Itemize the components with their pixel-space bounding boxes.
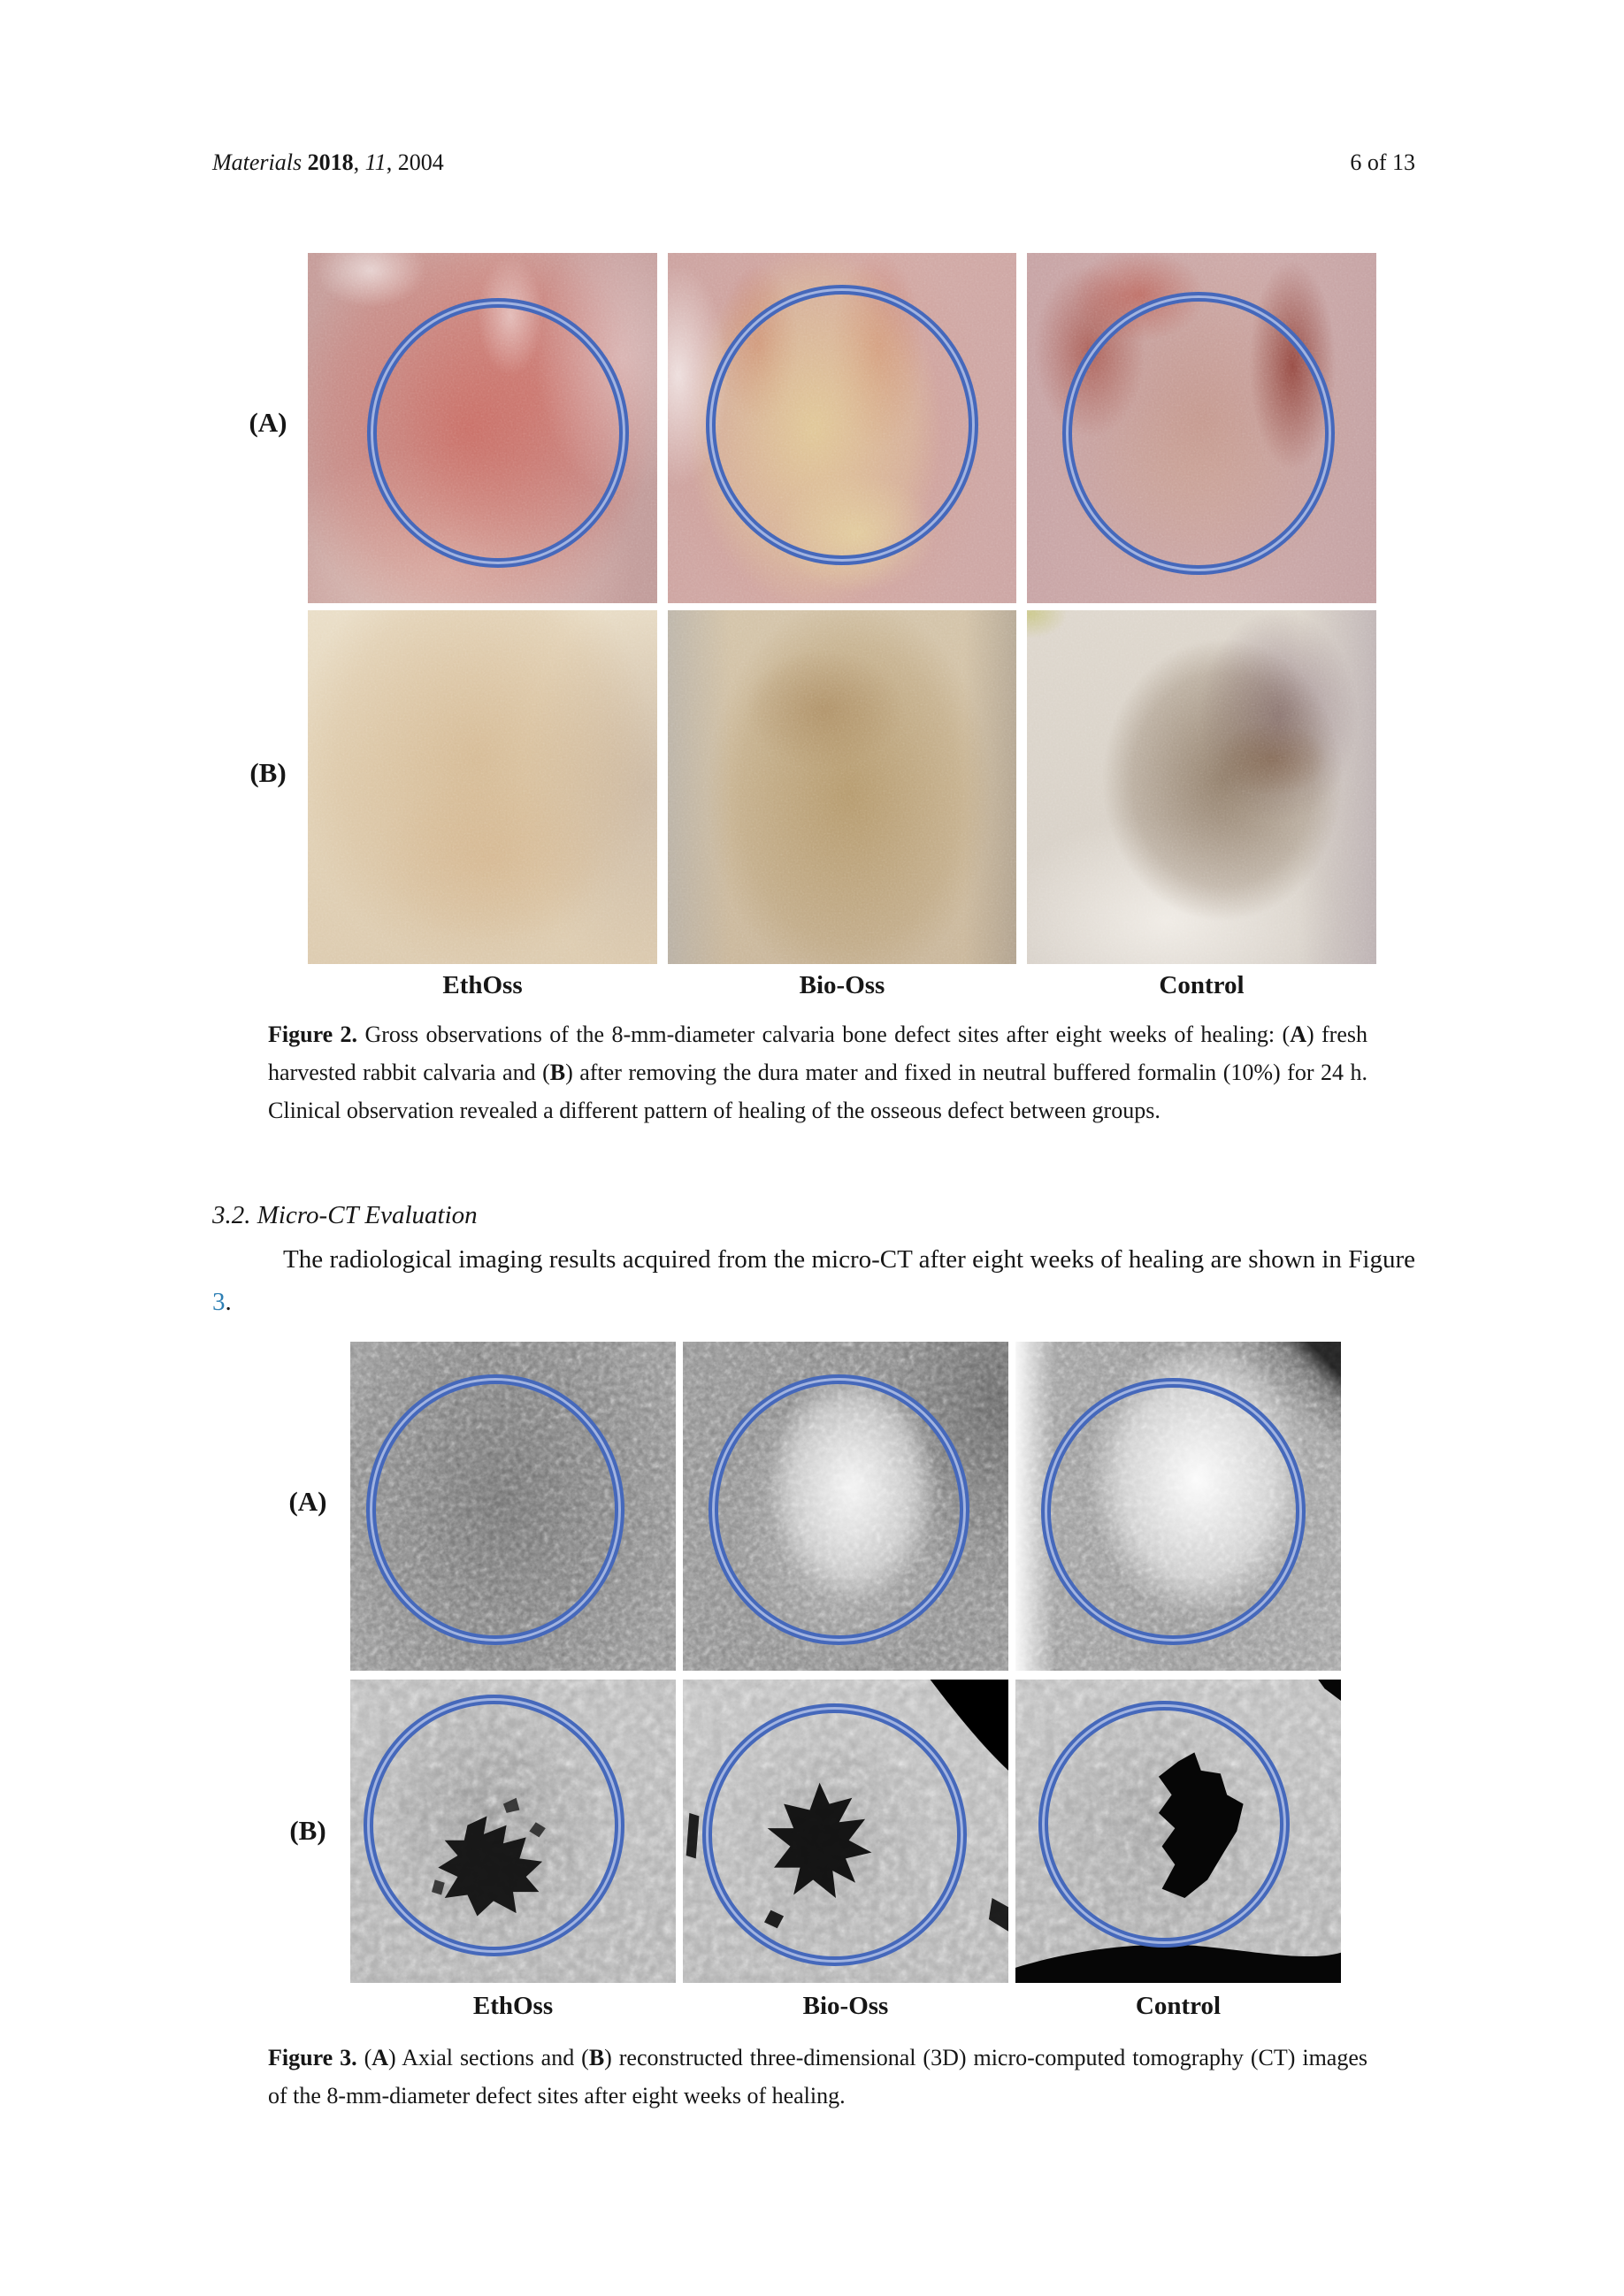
fig2-photo-biooss-fresh <box>668 253 1016 603</box>
figure2-column-labels <box>308 971 1376 1000</box>
fig3-row-label-a: (A) <box>288 1486 327 1517</box>
defect-circle-overlay <box>706 285 977 565</box>
fig3-label-biooss: Bio-Oss <box>802 1992 889 2020</box>
fig3-ct-3d-ethoss <box>350 1680 676 1983</box>
fig3-ct-axial-control <box>1015 1342 1341 1671</box>
journal-citation: Materials 2018, 11, 2004 <box>212 149 444 175</box>
defect-circle-overlay <box>367 298 629 568</box>
fig3-ct-axial-biooss <box>683 1342 1008 1671</box>
figure3-column-labels <box>350 1992 1341 2021</box>
page-number: 6 of 13 <box>1350 149 1415 175</box>
section-heading: 3.2. Micro-CT Evaluation <box>212 1201 478 1229</box>
figure2-caption: Figure 2. Gross observations of the 8-mm-diameter calvaria bone defect sites after eight weeks of healing: (A) fresh harvested rabbit calvaria and (B) after removing the dura mater and fixed in neutral buffered formalin (10%) for 24 h. Clinical observation revealed a different pattern of healing of the osseous defect between groups. <box>268 1022 1367 1123</box>
page-header <box>212 149 1415 177</box>
tissue-noise-texture <box>1027 610 1376 964</box>
body-paragraph: The radiological imaging results acquired from the micro-CT after eight weeks of healing are shown in Figure 3. <box>212 1245 1415 1316</box>
fig2-label-control: Control <box>1159 971 1245 999</box>
fig2-label-ethoss: EthOss <box>442 971 523 999</box>
fig3-ct-3d-control <box>1015 1680 1341 1983</box>
fig3-ct-axial-ethoss <box>350 1342 676 1671</box>
defect-circle-overlay <box>1062 292 1335 576</box>
fig2-photo-control-fresh <box>1027 253 1376 603</box>
defect-circle-overlay <box>709 1374 969 1645</box>
fig2-row-label-a: (A) <box>249 407 287 438</box>
defect-circle-overlay <box>702 1703 967 1965</box>
fig3-label-ethoss: EthOss <box>472 1992 554 2020</box>
fig3-label-control: Control <box>1135 1992 1222 2020</box>
fig2-photo-biooss-fixed <box>668 610 1016 964</box>
defect-circle-overlay <box>1041 1378 1306 1645</box>
defect-circle-overlay <box>364 1695 624 1956</box>
fig3-ct-3d-biooss <box>683 1680 1008 1983</box>
fig2-photo-ethoss-fresh <box>308 253 657 603</box>
figure2-image-grid <box>308 253 1376 964</box>
fig2-photo-ethoss-fixed <box>308 610 657 964</box>
fig2-photo-control-fixed <box>1027 610 1376 964</box>
tissue-noise-texture <box>308 610 657 964</box>
defect-circle-overlay <box>1038 1701 1290 1948</box>
fig2-row-label-b: (B) <box>249 757 287 788</box>
figure3-image-grid <box>350 1342 1341 1983</box>
fig2-label-biooss: Bio-Oss <box>799 971 885 999</box>
figure3-caption: Figure 3. (A) Axial sections and (B) reconstructed three-dimensional (3D) micro-computed tomography (CT) images of the 8-mm-diameter defect sites after eight weeks of healing. <box>268 2045 1367 2108</box>
defect-circle-overlay <box>366 1374 624 1645</box>
tissue-noise-texture <box>668 610 1016 964</box>
figure3-crossref-link[interactable]: 3 <box>212 1288 226 1316</box>
fig3-row-label-b: (B) <box>289 1815 326 1846</box>
